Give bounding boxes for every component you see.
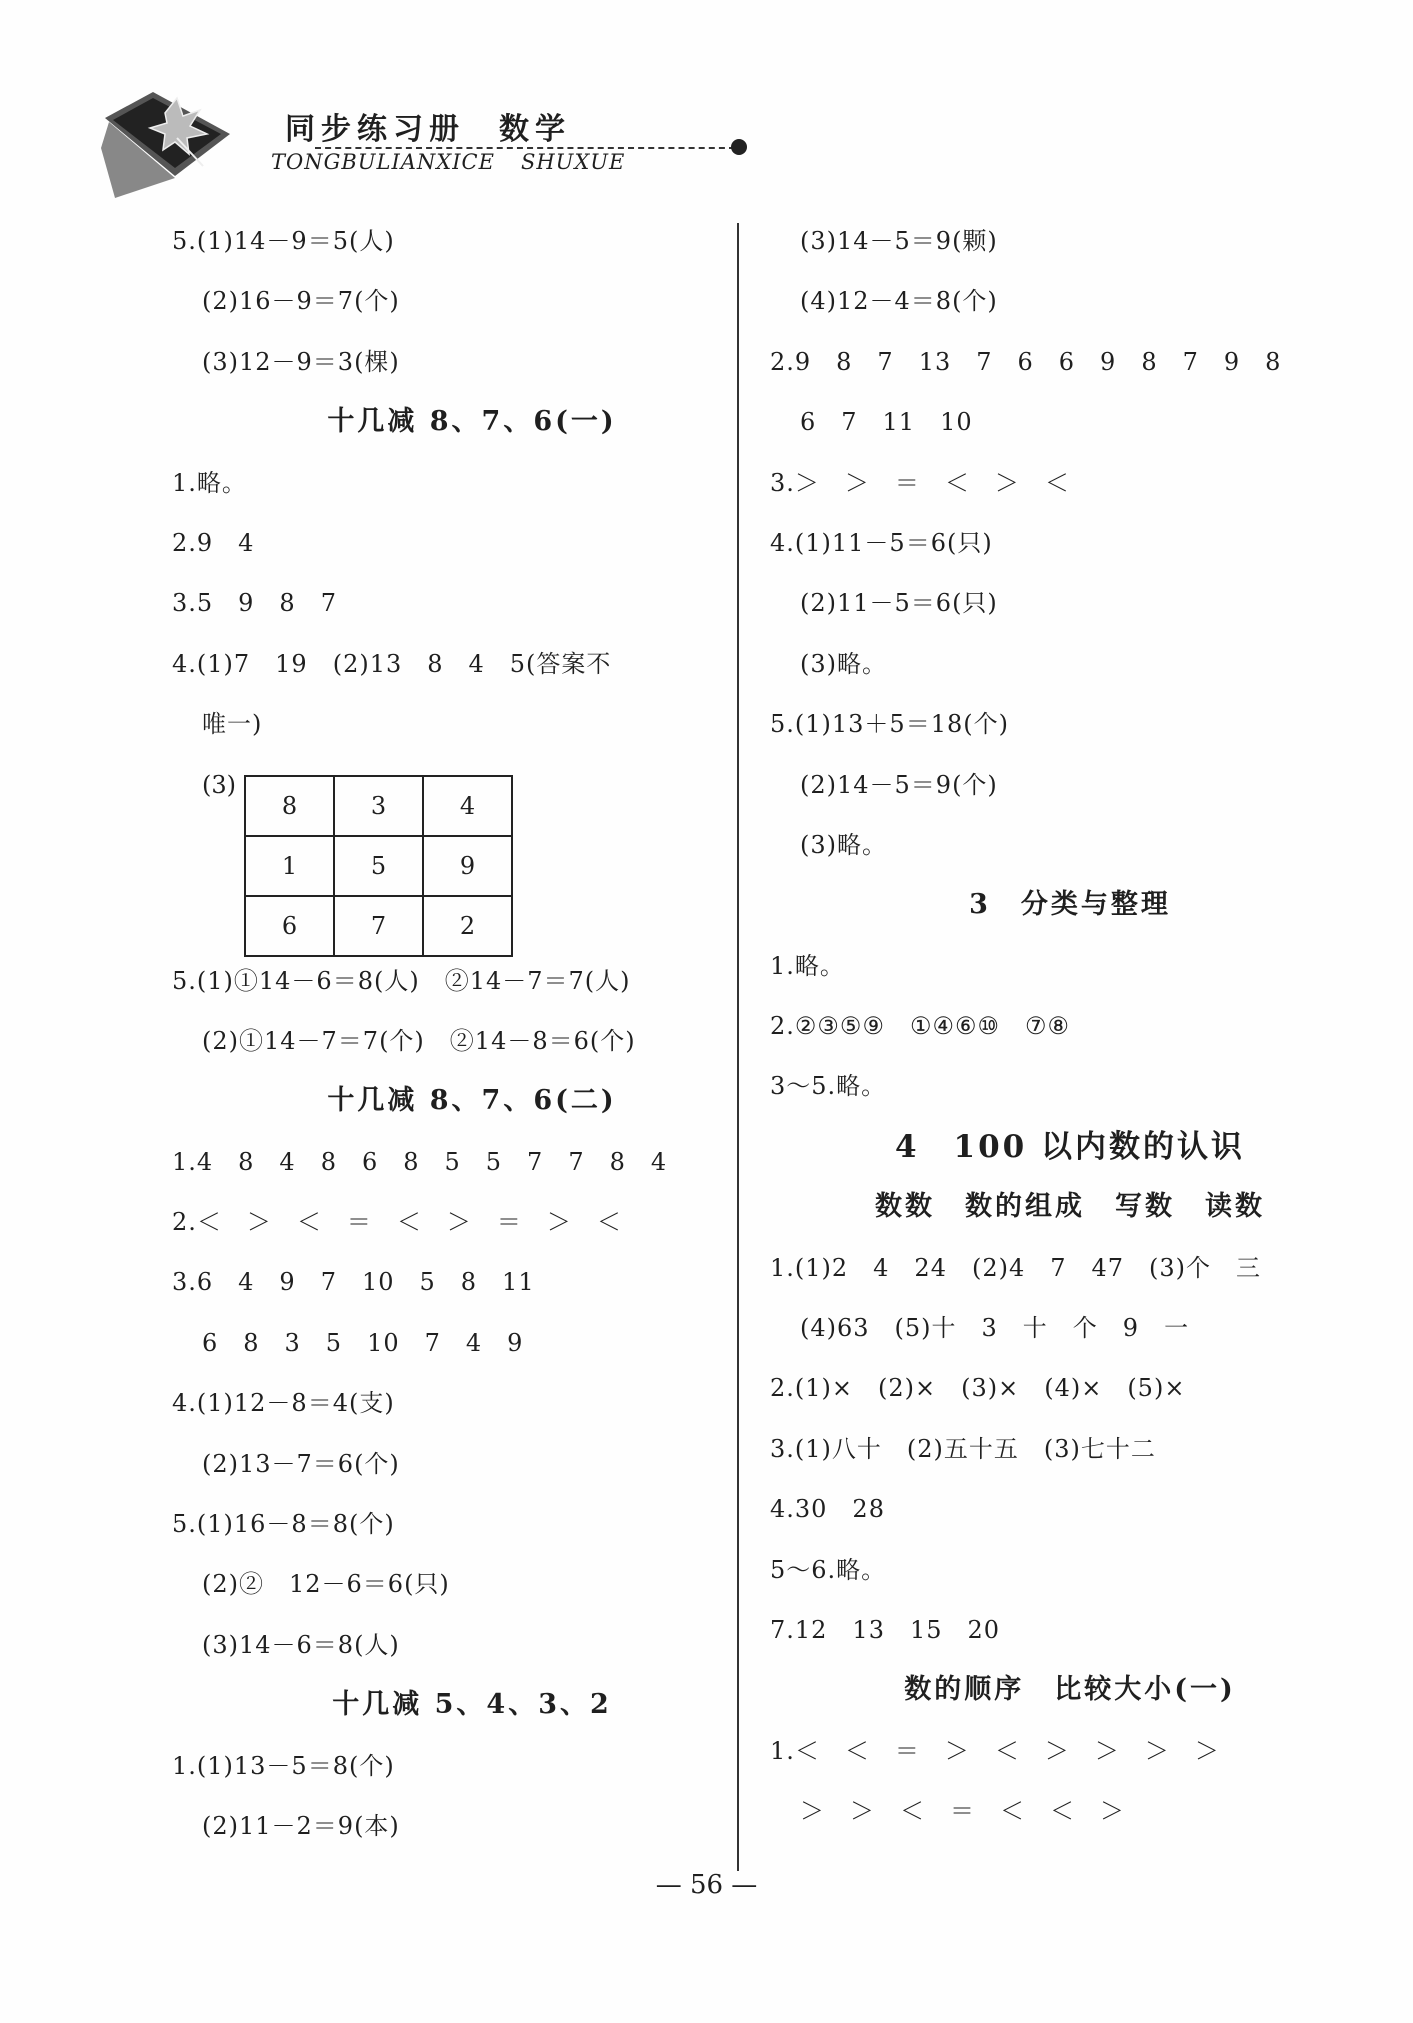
answer-line: 1.略。 xyxy=(770,951,845,980)
section-heading: 数数 数的组成 写数 读数 xyxy=(875,1191,1265,1223)
answer-line: 2.9 8 7 13 7 6 6 9 8 7 9 8 xyxy=(770,347,1282,376)
answer-line: 6 8 3 5 10 7 4 9 xyxy=(202,1328,524,1357)
section-heading: 3 分类与整理 xyxy=(969,889,1171,921)
section-heading: 十几减 8、7、6(一) xyxy=(327,406,617,438)
answer-line: (4)12－4＝8(个) xyxy=(800,287,998,316)
answer-line: 4.(1)7 19 (2)13 8 4 5(答案不 xyxy=(172,649,612,678)
answer-line: (2)11－5＝6(只) xyxy=(800,589,998,618)
answer-line: (4)63 (5)十 3 十 个 9 一 xyxy=(800,1314,1190,1343)
answer-line: 3.5 9 8 7 xyxy=(172,589,337,618)
answer-line: 3.＞ ＞ ＝ ＜ ＞ ＜ xyxy=(770,468,1070,497)
table-cell: 4 xyxy=(423,776,512,836)
answer-line: (3)略。 xyxy=(800,830,887,859)
page-number: — 56 — xyxy=(655,1870,758,1900)
header-dot xyxy=(731,139,747,155)
answer-line: (3)略。 xyxy=(800,649,887,678)
magic-square-answer xyxy=(172,763,772,959)
table-row xyxy=(245,896,512,956)
answer-line: (3)12－9＝3(棵) xyxy=(202,347,400,376)
magic-square-table xyxy=(244,775,513,957)
answer-line: 1.4 8 4 8 6 8 5 5 7 7 8 4 xyxy=(172,1147,668,1176)
answer-line: 4.30 28 xyxy=(770,1495,885,1524)
left-column xyxy=(172,219,772,1864)
table-cell: 3 xyxy=(334,776,423,836)
magic-square-label: (3) xyxy=(202,770,236,799)
right-column xyxy=(770,219,1370,1850)
answer-line: (3)14－5＝9(颗) xyxy=(800,227,998,255)
answer-line: 2.＜ ＞ ＜ ＝ ＜ ＞ ＝ ＞ ＜ xyxy=(172,1208,622,1237)
table-cell: 6 xyxy=(245,896,334,956)
answer-line: 1.(1)13－5＝8(个) xyxy=(172,1751,395,1780)
answer-line: 6 7 11 10 xyxy=(800,408,973,437)
answer-line: 5～6.略。 xyxy=(770,1555,887,1584)
answer-line: 4.(1)12－8＝4(支) xyxy=(172,1389,395,1418)
answer-line: 3～5.略。 xyxy=(770,1072,887,1101)
answer-line: (2)11－2＝9(本) xyxy=(202,1811,400,1840)
subject-title-cn: 数学 xyxy=(499,112,571,147)
answer-line: 2.(1)× (2)× (3)× (4)× (5)× xyxy=(770,1374,1186,1403)
answer-line: 2.9 4 xyxy=(172,528,255,557)
answer-line: ＞ ＞ ＜ ＝ ＜ ＜ ＞ xyxy=(800,1797,1125,1826)
subject-title-en: SHUXUE xyxy=(520,150,626,174)
answer-line: (2)16－9＝7(个) xyxy=(202,287,400,316)
page-header xyxy=(95,88,695,203)
answer-line: 2.②③⑤⑨ ①④⑥⑩ ⑦⑧ xyxy=(770,1012,1071,1041)
section-heading: 数的顺序 比较大小(一) xyxy=(904,1674,1236,1706)
book-title-cn: 同步练习册 xyxy=(285,112,465,147)
answer-line: 3.6 4 9 7 10 5 8 11 xyxy=(172,1268,535,1297)
answer-line: (3)14－6＝8(人) xyxy=(202,1630,400,1659)
answer-line: 3.(1)八十 (2)五十五 (3)七十二 xyxy=(770,1434,1156,1463)
table-cell: 8 xyxy=(245,776,334,836)
book-leaf-icon xyxy=(95,88,245,198)
answer-line: 唯一) xyxy=(202,710,263,739)
answer-line: 4.(1)11－5＝6(只) xyxy=(770,528,993,557)
table-cell: 7 xyxy=(334,896,423,956)
header-title-en xyxy=(271,150,625,174)
table-cell: 2 xyxy=(423,896,512,956)
header-title-cn xyxy=(285,104,571,148)
answer-line: 1.(1)2 4 24 (2)4 7 47 (3)个 三 xyxy=(770,1253,1262,1282)
answer-line: 5.(1)①14－6＝8(人) ②14－7＝7(人) xyxy=(172,966,631,995)
table-row xyxy=(245,836,512,896)
answer-line: 1.＜ ＜ ＝ ＞ ＜ ＞ ＞ ＞ ＞ xyxy=(770,1736,1220,1765)
table-cell: 9 xyxy=(423,836,512,896)
section-heading: 十几减 5、4、3、2 xyxy=(332,1689,612,1721)
answer-line: 5.(1)13＋5＝18(个) xyxy=(770,710,1009,739)
header-dashed-line xyxy=(315,147,735,149)
section-heading: 十几减 8、7、6(二) xyxy=(327,1085,617,1117)
answer-line: (2)①14－7＝7(个) ②14－8＝6(个) xyxy=(202,1026,636,1055)
table-cell: 1 xyxy=(245,836,334,896)
table-row xyxy=(245,776,512,836)
answer-line: (2)14－5＝9(个) xyxy=(800,770,998,799)
book-title-en: TONGBULIANXICE xyxy=(271,150,495,174)
answer-line: 7.12 13 15 20 xyxy=(770,1615,1001,1644)
answer-line: (2)② 12－6＝6(只) xyxy=(202,1570,450,1599)
answer-line: (2)13－7＝6(个) xyxy=(202,1449,400,1478)
unit-heading: 4 100 以内数的认识 xyxy=(894,1128,1246,1165)
table-cell: 5 xyxy=(334,836,423,896)
answer-line: 1.略。 xyxy=(172,468,247,497)
answer-line: 5.(1)16－8＝8(个) xyxy=(172,1510,395,1539)
answer-line: 5.(1)14－9＝5(人) xyxy=(172,227,395,255)
